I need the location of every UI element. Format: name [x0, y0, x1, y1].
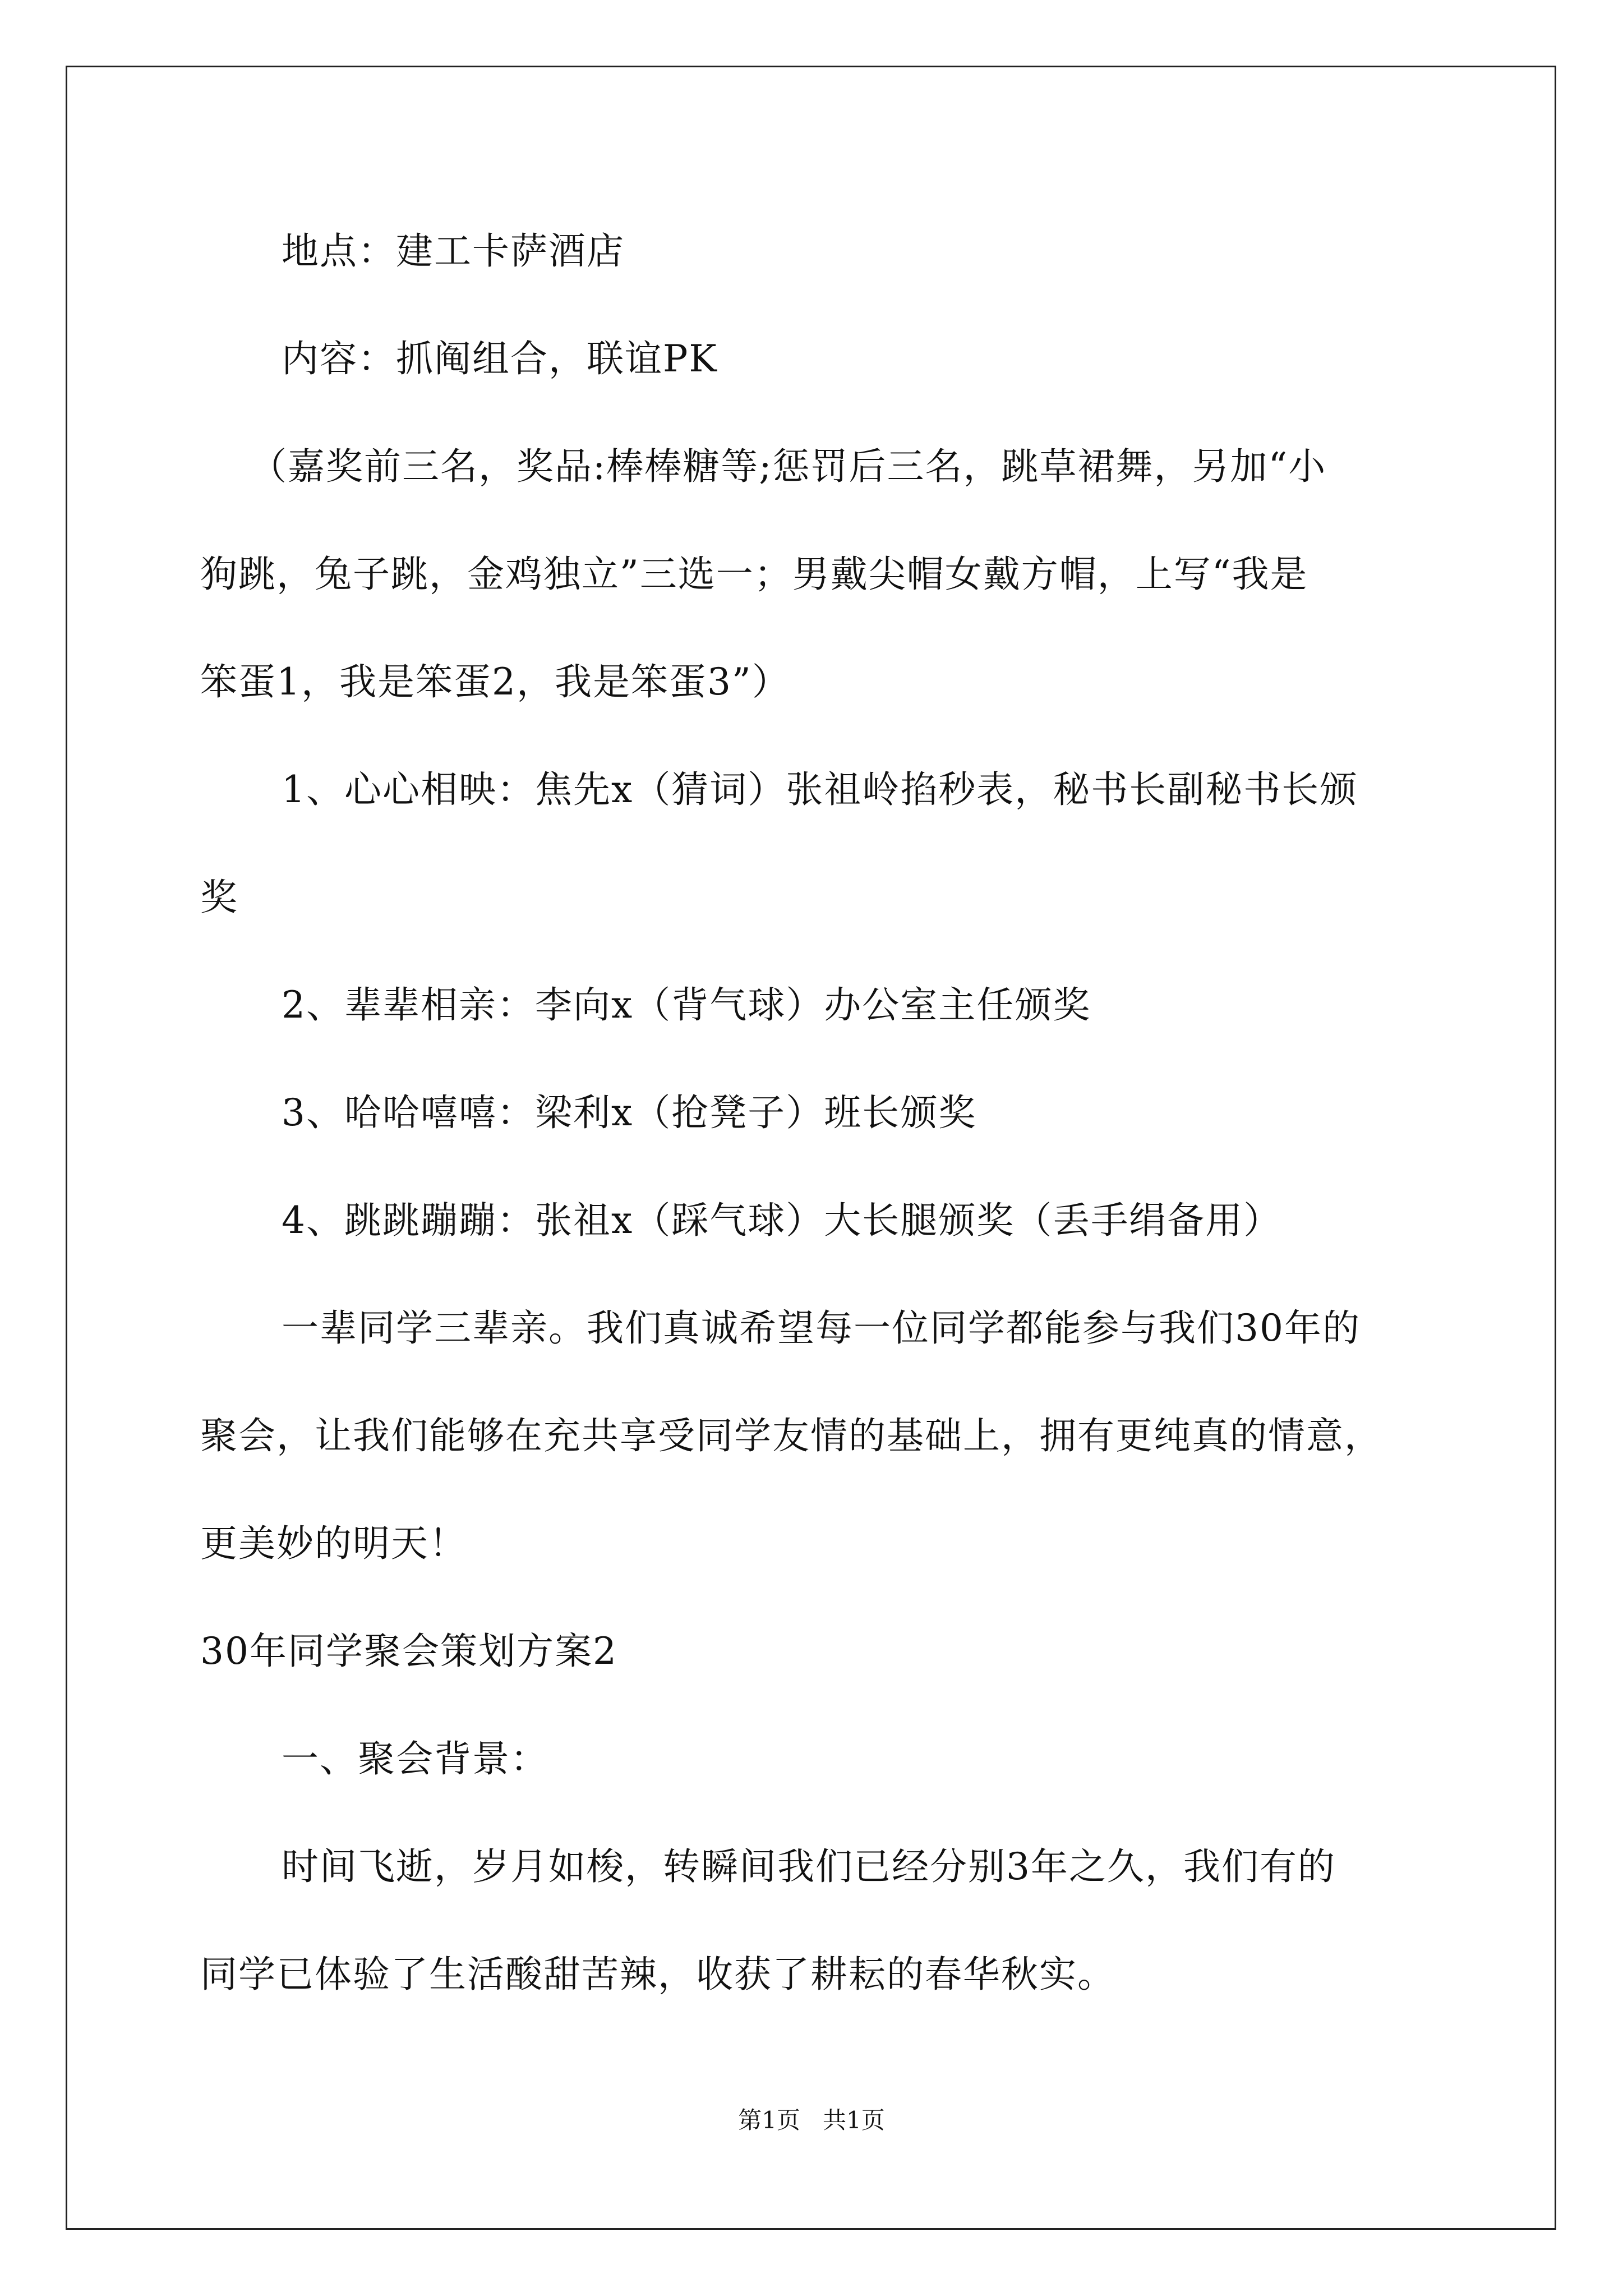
text-line-location: 地点：建工卡萨酒店 — [282, 229, 625, 273]
text-line-game-1-cont: 奖 — [200, 876, 238, 919]
text-line-closing-1: 一辈同学三辈亲。我们真诚希望每一位同学都能参与我们30年的 — [282, 1306, 1361, 1350]
page-border — [66, 66, 1556, 2230]
text-line-closing-3: 更美妙的明天！ — [200, 1522, 467, 1565]
text-line-game-4: 4、跳跳蹦蹦：张祖x（踩气球）大长腿颁奖（丢手绢备用） — [282, 1199, 1282, 1242]
text-line-content: 内容：抓阄组合，联谊PK — [282, 337, 718, 380]
text-line-rewards-2: 狗跳，兔子跳，金鸡独立”三选一；男戴尖帽女戴方帽，上写“我是 — [200, 553, 1308, 596]
text-line-game-3: 3、哈哈嘻嘻：梁利x（抢凳子）班长颁奖 — [282, 1091, 977, 1134]
text-line-background-1: 时间飞逝，岁月如梭，转瞬间我们已经分别3年之久，我们有的 — [282, 1845, 1336, 1888]
text-line-rewards-3: 笨蛋1，我是笨蛋2，我是笨蛋3”） — [200, 660, 790, 703]
text-line-game-1: 1、心心相映：焦先x（猜词）张祖岭掐秒表，秘书长副秘书长颁 — [282, 768, 1358, 811]
section-heading-background: 一、聚会背景： — [282, 1737, 548, 1780]
page-footer: 第1页 共1页 — [738, 2106, 885, 2134]
section-title: 30年同学聚会策划方案2 — [200, 1630, 617, 1673]
text-line-rewards-1: （嘉奖前三名，奖品:棒棒糖等;惩罚后三名，跳草裙舞，另加“小 — [250, 445, 1327, 488]
text-line-background-2: 同学已体验了生活酸甜苦辣，收获了耕耘的春华秋实。 — [200, 1953, 1115, 1996]
text-line-closing-2: 聚会，让我们能够在充共享受同学友情的基础上，拥有更纯真的情意， — [200, 1414, 1382, 1457]
text-line-game-2: 2、辈辈相亲：李向x（背气球）办公室主任颁奖 — [282, 983, 1091, 1027]
